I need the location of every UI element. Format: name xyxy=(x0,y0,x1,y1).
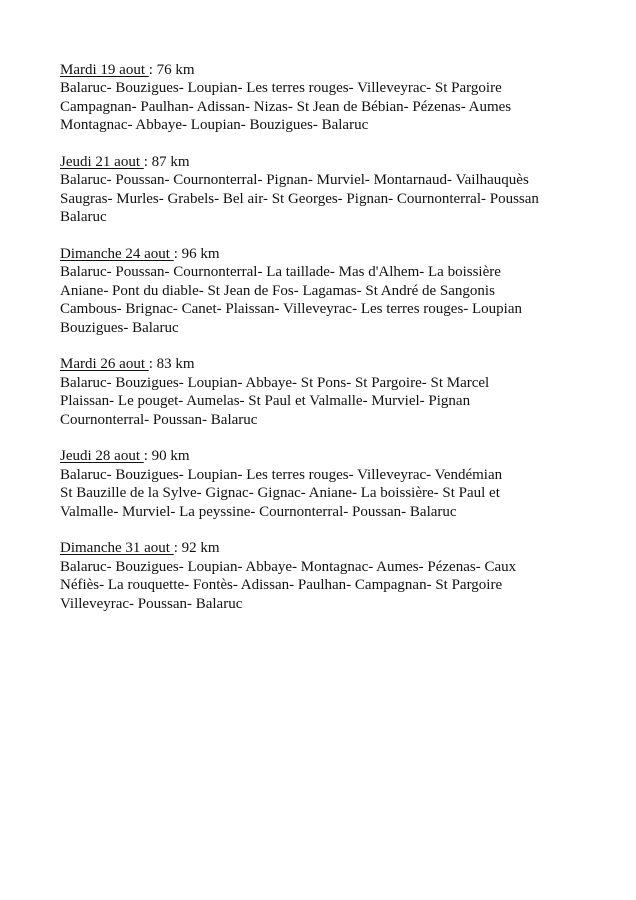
route-line: Plaissan- Le pouget- Aumelas- St Paul et Valmalle- Murviel- Pignan xyxy=(60,393,471,410)
route-line: Montagnac- Abbaye- Loupian- Bouzigues- Balaruc xyxy=(60,117,369,134)
route-line: Balaruc- Bouzigues- Loupian- Abbaye- Montagnac- Aumes- Pézenas- Caux xyxy=(60,558,517,575)
route-line: Balaruc- Bouzigues- Loupian- Les terres rouges- Villeveyrac- St Pargoire xyxy=(60,80,502,97)
ride-date: Jeudi 28 aout xyxy=(60,448,144,465)
route-line: Néfiès- La rouquette- Fontès- Adissan- Paulhan- Campagnan- St Pargoire xyxy=(60,577,503,594)
ride-distance: : 83 km xyxy=(148,356,195,373)
ride-route xyxy=(60,374,590,429)
route-line: Bouzigues- Balaruc xyxy=(60,319,179,336)
route-line: Balaruc- Poussan- Cournonterral- La taillade- Mas d'Alhem- La boissière xyxy=(60,264,501,281)
ride-distance: : 92 km xyxy=(173,540,220,557)
ride-heading xyxy=(60,61,590,79)
ride-date: Jeudi 21 aout xyxy=(60,154,144,171)
route-line: Balaruc- Bouzigues- Loupian- Abbaye- St Pons- St Pargoire- St Marcel xyxy=(60,374,490,391)
ride-heading xyxy=(60,355,590,373)
ride-date: Dimanche 24 aout xyxy=(60,246,174,263)
ride-entry xyxy=(60,153,590,227)
ride-distance: : 96 km xyxy=(173,246,220,263)
route-line: Cambous- Brignac- Canet- Plaissan- Villeveyrac- Les terres rouges- Loupian xyxy=(60,301,523,318)
ride-route xyxy=(60,466,590,521)
ride-heading xyxy=(60,153,590,171)
ride-route xyxy=(60,558,590,613)
route-line: Cournonterral- Poussan- Balaruc xyxy=(60,411,258,428)
ride-distance: : 87 km xyxy=(143,154,190,171)
route-line: Valmalle- Murviel- La peyssine- Cournonterral- Poussan- Balaruc xyxy=(60,503,457,520)
ride-route xyxy=(60,79,590,134)
ride-date: Dimanche 31 aout xyxy=(60,540,174,557)
ride-date: Mardi 26 aout xyxy=(60,356,149,373)
route-line: Villeveyrac- Poussan- Balaruc xyxy=(60,595,243,612)
ride-entry xyxy=(60,355,590,429)
ride-heading xyxy=(60,539,590,557)
ride-distance: : 76 km xyxy=(148,62,195,78)
route-line: Balaruc- Bouzigues- Loupian- Les terres rouges- Villeveyrac- Vendémian xyxy=(60,466,503,483)
route-line: Balaruc xyxy=(60,209,107,226)
ride-heading xyxy=(60,447,590,465)
ride-entry xyxy=(60,539,590,613)
ride-entry xyxy=(60,61,590,135)
ride-date: Mardi 19 aout xyxy=(60,62,149,78)
ride-route xyxy=(60,171,590,226)
route-line: Aniane- Pont du diable- St Jean de Fos- Lagamas- St André de Sangonis xyxy=(60,282,495,299)
route-line: Balaruc- Poussan- Cournonterral- Pignan- Murviel- Montarnaud- Vailhauquès xyxy=(60,172,529,189)
ride-entry xyxy=(60,447,590,521)
ride-schedule xyxy=(60,61,590,632)
route-line: Campagnan- Paulhan- Adissan- Nizas- St Jean de Bébian- Pézenas- Aumes xyxy=(60,98,512,115)
route-line: St Bauzille de la Sylve- Gignac- Gignac- Aniane- La boissière- St Paul et xyxy=(60,485,500,502)
route-line: Saugras- Murles- Grabels- Bel air- St Georges- Pignan- Cournonterral- Poussan xyxy=(60,190,539,207)
ride-distance: : 90 km xyxy=(143,448,190,465)
ride-route xyxy=(60,263,590,337)
ride-heading xyxy=(60,245,590,263)
ride-entry xyxy=(60,245,590,337)
